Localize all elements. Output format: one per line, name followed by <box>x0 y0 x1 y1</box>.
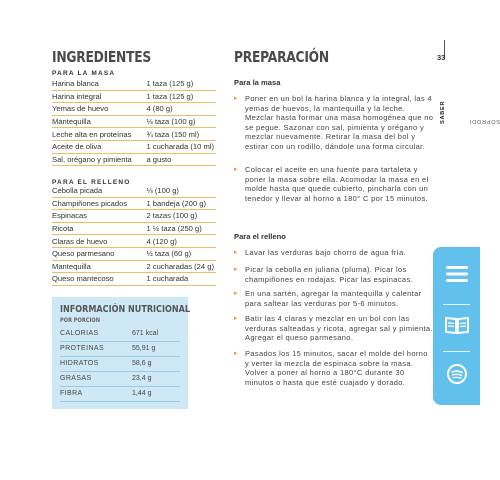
ingredient-row <box>52 235 216 248</box>
nutrition-value: 23,4 g <box>132 375 152 382</box>
ingredient-name: Cebolla picada <box>52 185 146 197</box>
nutrition-label: HIDRATOS <box>60 360 99 367</box>
nutrition-label: GRASAS <box>60 375 92 382</box>
brand-light: SOPRODI <box>469 118 500 124</box>
brand-vertical <box>440 64 500 124</box>
ingredient-row <box>52 78 216 90</box>
ingredient-row <box>52 210 216 223</box>
ingredient-row <box>52 128 216 141</box>
ingredient-quantity: 4 (80 g) <box>146 103 216 116</box>
menu-icon <box>446 265 468 288</box>
ingredient-quantity: 1 ½ taza (250 g) <box>146 222 216 235</box>
preparation-step <box>234 314 434 343</box>
preparation-step <box>234 349 434 387</box>
ingredient-name: Harina blanca <box>52 78 146 90</box>
ingredient-name: Aceite de oliva <box>52 140 146 153</box>
ingredient-row <box>52 197 216 210</box>
nutrition-label: PROTEINAS <box>60 345 105 352</box>
ingredient-quantity: 4 (120 g) <box>146 235 216 248</box>
ingredient-row <box>52 115 216 128</box>
spotify-button[interactable] <box>433 353 480 399</box>
nutrition-value: 58,6 g <box>132 360 152 367</box>
ingredient-quantity: 1 taza (125 g) <box>146 78 216 90</box>
brand-bold: SABER <box>440 100 446 124</box>
ingredient-name: Champiñones picados <box>52 197 146 210</box>
page-number: 33 <box>437 53 446 62</box>
bullet-arrow-icon: ▸ <box>234 249 238 256</box>
nutrition-row <box>60 343 180 357</box>
bullet-arrow-icon: ▸ <box>234 166 238 173</box>
step-text: Poner en un bol la harina blanca y la integral, las 4 yemas de huevos, la mantequilla y la leche. Mezclar hasta formar una masa homogénea que no se pegue. Sazonar con sal, pimienta y orégano y mezclar nuevamente. Retirar la masa del bol y estirar con un rodillo, dándole una forma circular. <box>245 94 434 151</box>
ingredient-quantity: 1 cucharada (10 ml) <box>146 142 214 152</box>
ingredient-quantity: 2 cucharadas (24 g) <box>146 261 214 271</box>
ingredientes-title: INGREDIENTES <box>52 48 152 66</box>
nutrition-value: 671 kcal <box>132 330 159 337</box>
bullet-arrow-icon: ▸ <box>234 95 238 102</box>
ingredient-row <box>52 185 216 197</box>
nutrition-row <box>60 328 180 342</box>
prep-masa-heading: Para la masa <box>234 78 281 87</box>
ingredient-quantity: ⅓ taza (100 g) <box>146 115 216 128</box>
ingredient-name: Queso parmesano <box>52 247 146 260</box>
ingredient-row <box>52 103 216 116</box>
ingredient-name: Sal, orégano y pimienta <box>52 153 146 166</box>
bullet-arrow-icon: ▸ <box>234 350 238 357</box>
step-text: En una sartén, agregar la mantequilla y calentar para saltear las verduras por 5-6 minutos. <box>245 289 422 308</box>
masa-ingredients-table <box>52 78 216 166</box>
ingredient-quantity: 1 cucharada <box>146 273 216 286</box>
ingredient-quantity: ¾ taza (150 ml) <box>146 128 216 141</box>
prep-relleno-heading: Para el relleno <box>234 232 286 241</box>
ingredient-quantity: ½ taza (60 g) <box>146 247 216 260</box>
nutrition-row <box>60 373 180 387</box>
ingredient-name: Leche alta en proteínas <box>52 128 146 141</box>
masa-heading: PARA LA MASA <box>52 70 116 77</box>
ingredient-name: Mantequilla <box>52 260 146 273</box>
ingredient-name: Espinacas <box>52 210 146 223</box>
ingredient-row <box>52 90 216 103</box>
ingredient-row <box>52 140 216 153</box>
ingredient-name: Queso mantecoso <box>52 273 146 286</box>
ingredient-row <box>52 273 216 286</box>
ingredient-name: Ricota <box>52 222 146 235</box>
ingredient-quantity: ⅓ (100 g) <box>146 185 216 197</box>
book-icon <box>445 316 469 339</box>
bullet-arrow-icon: ▸ <box>234 266 238 273</box>
side-toolbar <box>433 247 480 405</box>
toolbar-separator <box>443 351 470 352</box>
nutrition-box <box>52 297 191 409</box>
nutrition-row <box>60 358 180 372</box>
preparacion-title: PREPARACIÓN <box>234 48 329 66</box>
preparation-step <box>234 289 434 308</box>
ingredient-quantity: a gusto <box>146 153 216 166</box>
ingredient-row <box>52 222 216 235</box>
spotify-icon <box>447 364 467 389</box>
step-text: Batir las 4 claras y mezclar en un bol con las verduras salteadas y ricota, agregar sal y pimienta. Agregar el queso parmesano. <box>245 314 433 343</box>
ingredient-row <box>52 260 216 273</box>
ingredient-row <box>52 153 216 166</box>
nutrition-value: 55,91 g <box>132 345 156 352</box>
nutrition-title: INFORMACIÓN NUTRICIONAL <box>60 304 191 315</box>
preparation-step <box>234 94 434 152</box>
ingredient-name: Claras de huevo <box>52 235 146 248</box>
menu-button[interactable] <box>433 253 480 299</box>
bullet-arrow-icon: ▸ <box>234 290 238 297</box>
ingredient-row <box>52 247 216 260</box>
step-text: Lavar las verduras bajo chorro de agua fría. <box>245 248 406 257</box>
step-text: Picar la cebolla en juliana (pluma). Picar los champiñones en rodajas. Picar las espinacas. <box>245 265 413 284</box>
nutrition-subtitle: POR PORCIÓN <box>60 317 101 324</box>
preparation-step <box>234 165 434 203</box>
nutrition-label: CALORIAS <box>60 330 99 337</box>
step-text: Colocar el aceite en una fuente para tartaleta y poner la masa sobre ella. Acomodar la masa en el molde hasta que quede cubierto, pincharla con un tenedor y llevar al horno a 180° C por 15 minutos. <box>245 165 429 203</box>
step-text: Pasados los 15 minutos, sacar el molde del horno y verter la mezcla de espinaca sobre la masa. Volver a poner al horno a 180°C durante 30 minutos o hasta que esté cuajado y dorado. <box>245 349 428 387</box>
bullet-arrow-icon: ▸ <box>234 315 238 322</box>
relleno-ingredients-table <box>52 185 216 286</box>
ingredient-name: Mantequilla <box>52 115 146 128</box>
nutrition-value: 1,44 g <box>132 390 152 397</box>
preparation-step <box>234 265 434 284</box>
ingredient-quantity: 1 bandeja (200 g) <box>146 197 216 210</box>
ingredient-quantity: 2 tazas (100 g) <box>146 210 216 223</box>
nutrition-label: FIBRA <box>60 390 83 397</box>
nutrition-row <box>60 388 180 402</box>
book-button[interactable] <box>433 304 480 350</box>
preparation-step <box>234 248 434 258</box>
ingredient-name: Harina integral <box>52 90 146 103</box>
relleno-heading: PARA EL RELLENO <box>52 179 131 186</box>
ingredient-name: Yemas de huevo <box>52 103 146 116</box>
ingredient-quantity: 1 taza (125 g) <box>146 90 216 103</box>
